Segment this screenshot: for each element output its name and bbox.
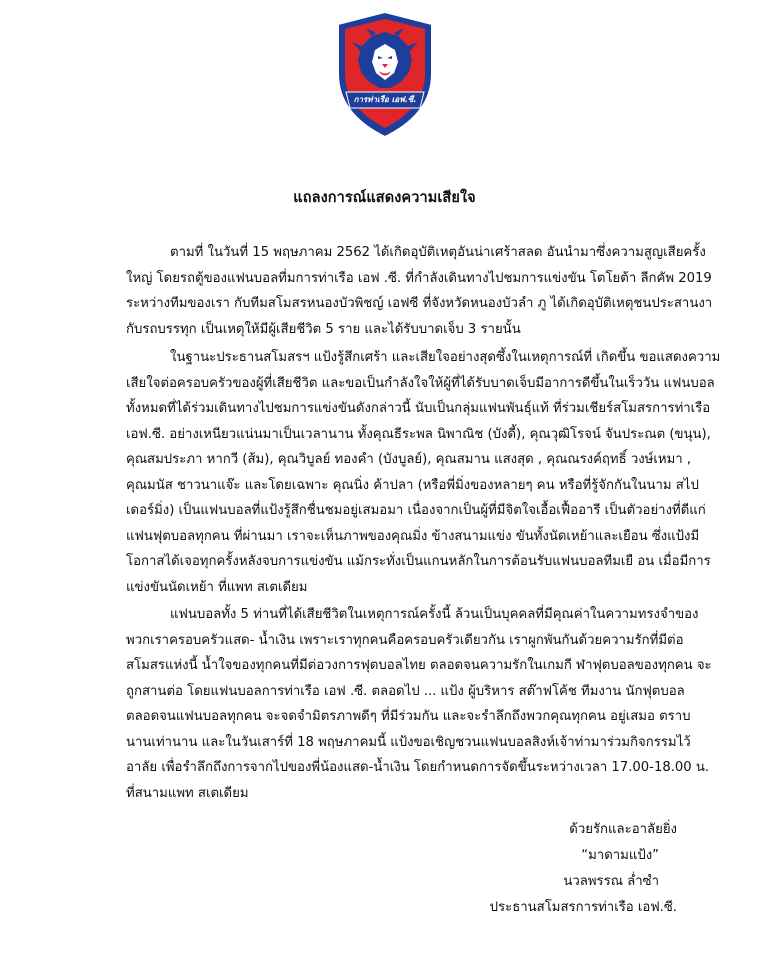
paragraph-line: อาลัย เพื่อรำลึกถึงการจากไปของพี่น้องแสด-น้ำเงิน โดยกำหนดการจัดขึ้นระหว่างเวลา 17.00-18.00 น. xyxy=(126,760,710,775)
paragraph-line: คุณสมประภา หากวี (ส้ม), คุณวิบูลย์ ทองคำ (บังบูลย์), คุณสมาน แสงสุด , คุณณรงค์ฤทธิ์ วงษ์เหมา , xyxy=(126,452,692,467)
paragraph-line: พวกเราครอบครัวแสด- น้ำเงิน เพราะเราทุกคนคือครอบครัวเดียวกัน เราผูกพันกันด้วยความรักที่มีต่อ xyxy=(126,632,684,648)
signature-nickname: “มาดามแป้ง” xyxy=(581,848,659,863)
signature-closing: ด้วยรักและอาลัยยิ่ง xyxy=(569,822,677,837)
signature-block xyxy=(490,817,677,921)
paragraph-line: ใหญ่ โดยรถตู้ของแฟนบอลที่มการท่าเรือ เอฟ .ซี. ที่กำลังเดินทางไปชมการแข่งขัน โตโยต้า ลีกคัพ 2019 xyxy=(126,270,712,286)
paragraph-line: เอฟ.ซี. อย่างเหนียวแน่นมาเป็นเวลานาน ทั้งคุณธีระพล นิพาณิช (บังดี้), คุณวุฒิโรจน์ จันประณต (ขนุน), xyxy=(126,426,711,442)
paragraph-line: นานเท่านาน และในวันเสาร์ที่ 18 พฤษภาคมนี้ แป้งขอเชิญชวนแฟนบอลสิงห์เจ้าท่ามาร่วมกิจกรรมไว้ xyxy=(126,734,691,750)
paragraph-line: ที่สนามแพท สเตเดียม xyxy=(126,785,249,801)
paragraph-line: ระหว่างทีมของเรา กับทีมสโมสรหนองบัวพิชญ์ เอฟซี ที่จังหวัดหนองบัวลำ ภู ได้เกิดอุบัติเหตุชนประสานงา xyxy=(126,296,713,311)
paragraph-line: ตลอดจนแฟนบอลทุกคน จะจดจำมิตรภาพดีๆ ที่มีร่วมกัน และจะรำลึกถึงพวกคุณทุกคน อยู่เสมอ ตราบ xyxy=(126,709,691,724)
signature-position: ประธานสโมสรการท่าเรือ เอฟ.ซี. xyxy=(489,900,677,915)
paragraph-line: เสียใจต่อครอบครัวของผู้ที่เสียชีวิต และขอเป็นกำลังใจให้ผู้ที่ได้รับบาดเจ็บมีอาการดีขึ้นในเร็ววัน แฟนบอล xyxy=(126,375,715,391)
paragraph-line: ทั้งหมดที่ได้ร่วมเดินทางไปชมการแข่งขันดังกล่าวนี้ นับเป็นกลุ่มแฟนพันธุ์แท้ ที่ร่วมเชียร์สโมสรการท่าเรือ xyxy=(126,401,711,416)
paragraph-line: ในฐานะประธานสโมสรฯ แป้งรู้สึกเศร้า และเสียใจอย่างสุดซึ้งในเหตุการณ์ที่ เกิดขึ้น ขอแสดงความ xyxy=(170,350,721,365)
paragraph-line: แฟนฟุตบอลทุกคน ที่ผ่านมา เราจะเห็นภาพของคุณมิ่ง ข้างสนามแข่ง ขันทั้งนัดเหย้าและเยือน ซึ่งแป้งมี xyxy=(126,528,700,544)
signature-name: นวลพรรณ ล่ำซำ xyxy=(563,874,659,889)
paragraph-line: เดอร์มิ่ง) เป็นแฟนบอลที่แป้งรู้สึกชื่นชมอยู่เสมอมา เนื่องจากเป็นผู้ที่มีจิตใจเอื้อเฟื้ออารี เป็นตัวอย่างที่ดีแก่ xyxy=(126,503,706,518)
paragraph-1 xyxy=(126,240,713,342)
paragraph-line: แฟนบอลทั้ง 5 ท่านที่ได้เสียชีวิตในเหตุการณ์ครั้งนี้ ล้วนเป็นบุคคลที่มีคุณค่าในความทรงจำของ xyxy=(170,607,699,622)
club-logo xyxy=(332,10,438,140)
logo-banner-text: การท่าเรือ เอฟ.ซี. xyxy=(353,95,417,104)
paragraph-line: ถูกสานต่อ โดยแฟนบอลการท่าเรือ เอฟ .ซี. ตลอดไป ... แป้ง ผู้บริหาร สต๊าฟโค้ช ทีมงาน นักฟุตบอล xyxy=(126,683,685,699)
paragraph-line: สโมสรแห่งนี้ น้ำใจของทุกคนที่มีต่อวงการฟุตบอลไทย ตลอดจนความรักในเกมกี ฬาฟุตบอลของทุกคน จะ xyxy=(126,658,712,673)
paragraph-3 xyxy=(126,602,712,806)
statement-title: แถลงการณ์แสดงความเสียใจ xyxy=(293,190,476,206)
paragraph-2 xyxy=(126,345,721,600)
paragraph-line: กับรถบรรทุก เป็นเหตุให้มีผู้เสียชีวิต 5 ราย และได้รับบาดเจ็บ 3 รายนั้น xyxy=(126,321,521,337)
paragraph-line: โอกาสได้เจอทุกครั้งหลังจบการแข่งขัน แม้กระทั่งเป็นแกนหลักในการต้อนรับแฟนบอลทีมเยื อน เมื่อมีการ xyxy=(126,554,711,569)
paragraph-line: แข่งขันนัดเหย้า ที่แพท สเตเดียม xyxy=(126,579,308,595)
paragraph-line: คุณมนัส ชาวนาแจ๊ะ และโดยเฉพาะ คุณนิ่ง ค้าปลา (หรือพี่มิ่งของหลายๆ คน หรือที่รู้จักกันในนาม สไป xyxy=(126,477,699,493)
paragraph-line: ตามที่ ในวันที่ 15 พฤษภาคม 2562 ได้เกิดอุบัติเหตุอันน่าเศร้าสลด อันนำมาซึ่งความสูญเสียครั้ง xyxy=(170,245,706,260)
lion-crest-icon xyxy=(332,10,438,140)
